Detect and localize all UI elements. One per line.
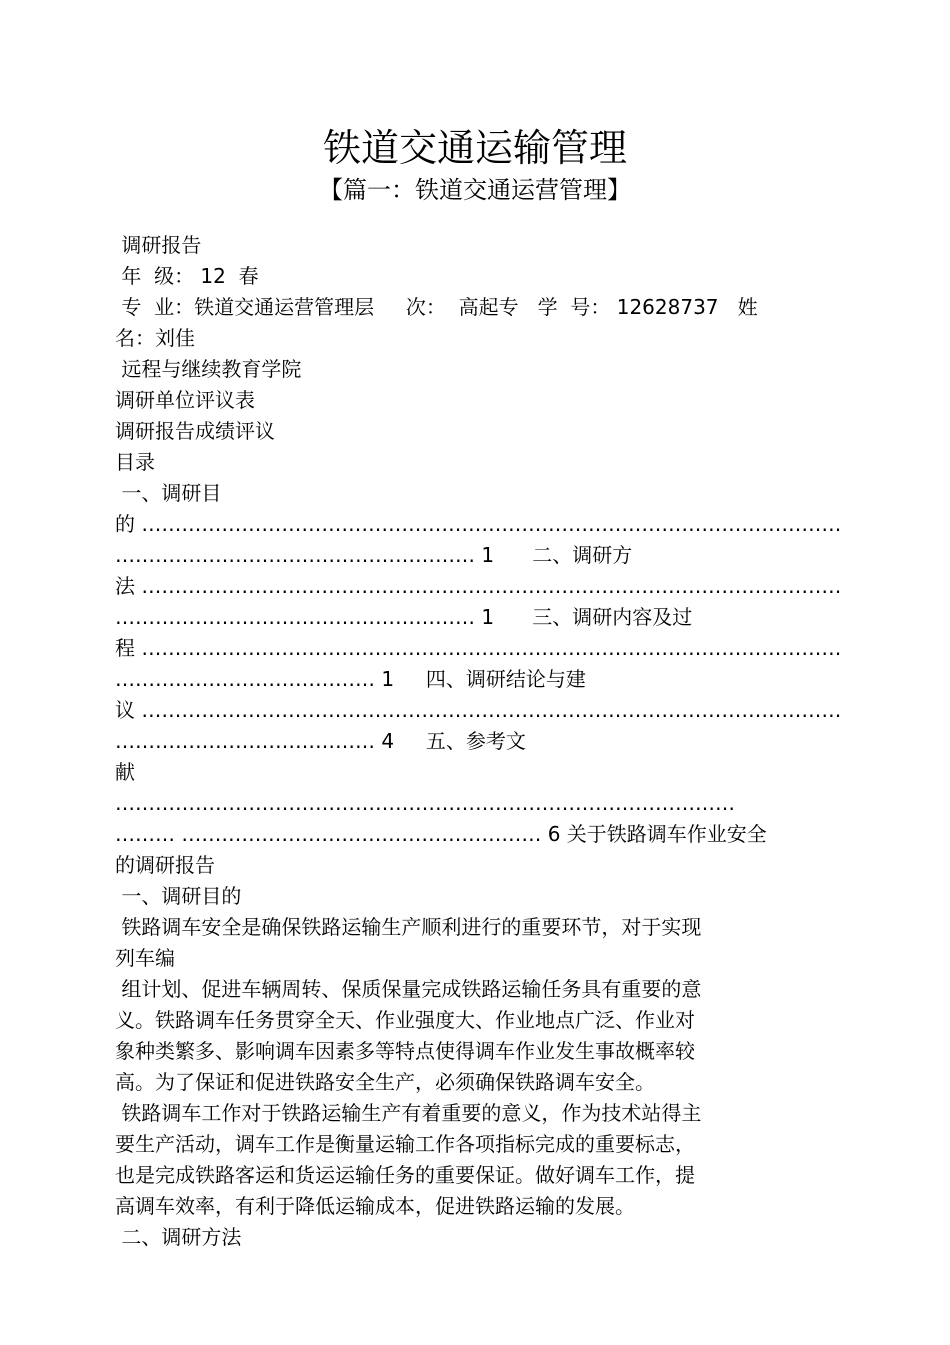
document-body [115, 230, 860, 1253]
toc-line: 的 …………………………………………………………………………………………… [115, 512, 842, 536]
text-line: 调研单位评议表 [115, 388, 255, 412]
section-heading: 二、调研方法 [115, 1225, 242, 1249]
paragraph-line: 高调车效率，有利于降低运输成本，促进铁路运输的发展。 [115, 1194, 635, 1218]
toc-line: ……………………………………………… 1 三、调研内容及过 [115, 605, 693, 629]
toc-line: 献 [115, 760, 135, 784]
paragraph-line: 列车编 [115, 946, 175, 970]
text-line: 专 业：铁道交通运营管理层 次： 高起专 学 号： 12628737 姓 [115, 295, 758, 319]
toc-line: 法 …………………………………………………………………………………………… [115, 574, 842, 598]
text-line: 远程与继续教育学院 [115, 357, 302, 381]
section-heading: 一、调研目的 [115, 884, 242, 908]
toc-line: ………………………………… 1 四、调研结论与建 [115, 667, 586, 691]
paragraph-line: 铁路调车安全是确保铁路运输生产顺利进行的重要环节，对于实现 [115, 915, 702, 939]
paragraph-line: 高。为了保证和促进铁路安全生产，必须确保铁路调车安全。 [115, 1070, 655, 1094]
toc-line: ………………………………………………………………………………… [115, 791, 735, 815]
paragraph-line: 也是完成铁路客运和货运运输任务的重要保证。做好调车工作，提 [115, 1163, 695, 1187]
paragraph-line: 铁路调车工作对于铁路运输生产有着重要的意义，作为技术站得主 [115, 1101, 702, 1125]
text-line: 目录 [115, 450, 155, 474]
paragraph-line: 组计划、促进车辆周转、保质保量完成铁路运输任务具有重要的意 [115, 977, 702, 1001]
text-line: 年 级： 12 春 [115, 264, 259, 288]
paragraph-line: 要生产活动，调车工作是衡量运输工作各项指标完成的重要标志， [115, 1132, 695, 1156]
paragraph-line: 象种类繁多、影响调车因素多等特点使得调车作业发生事故概率较 [115, 1039, 695, 1063]
document-subtitle: 【篇一：铁道交通运营管理】 [319, 176, 631, 204]
toc-line: 议 …………………………………………………………………………………………… [115, 698, 842, 722]
toc-line: ……………………………………………… 1 二、调研方 [115, 543, 633, 567]
toc-line: ………………………………… 4 五、参考文 [115, 729, 526, 753]
toc-line: ……… ……………………………………………… 6 关于铁路调车作业安全 [115, 822, 767, 846]
toc-line: 程 …………………………………………………………………………………………… [115, 636, 842, 660]
text-line: 调研报告 [115, 233, 202, 257]
paragraph-line: 义。铁路调车任务贯穿全天、作业强度大、作业地点广泛、作业对 [115, 1008, 695, 1032]
toc-line: 一、调研目 [115, 481, 222, 505]
text-line: 名：刘佳 [115, 326, 195, 350]
text-line: 的调研报告 [115, 853, 215, 877]
document-title: 铁道交通运输管理 [322, 126, 627, 170]
text-line: 调研报告成绩评议 [115, 419, 275, 443]
